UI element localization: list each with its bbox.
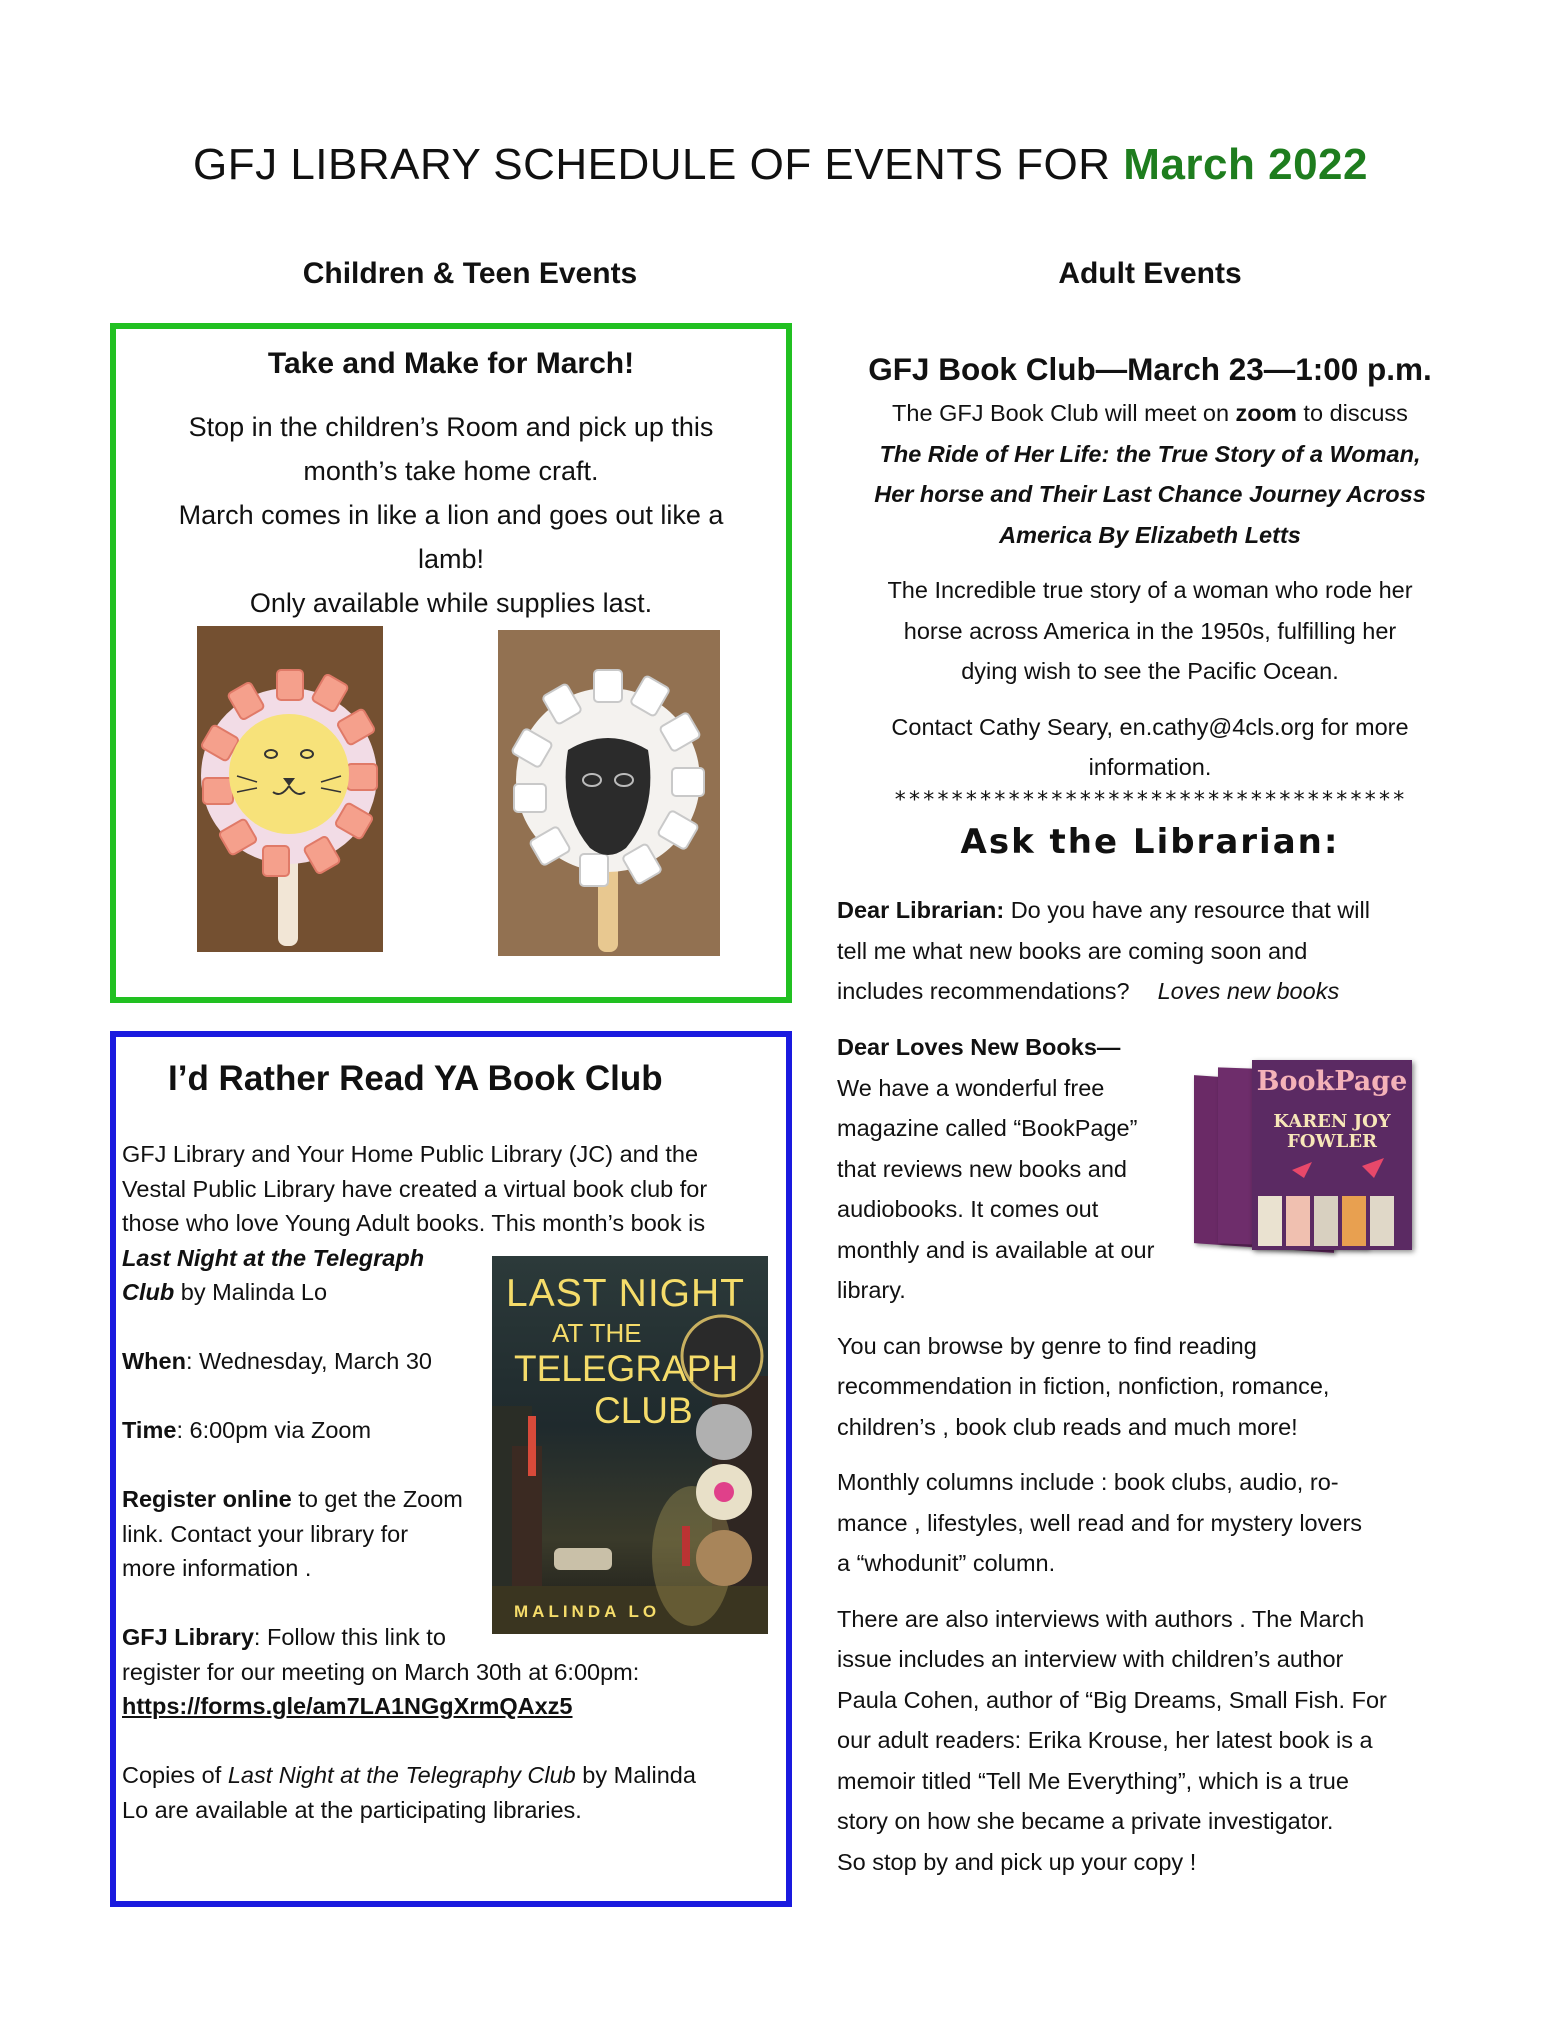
ya-copies-text: Lo are available at the participating libraries. [122, 1796, 582, 1823]
interview-text: story on how she became a private investigator. [837, 1808, 1334, 1834]
book-club-contact: information. [1088, 754, 1212, 780]
book-club-contact: Contact Cathy Seary, en.cathy@4cls.org for more [891, 713, 1409, 740]
book-club-text: to discuss [1296, 400, 1408, 426]
browse-text: recommendation in fiction, nonfiction, romance, [837, 1373, 1330, 1399]
columns-text: a “whodunit” column. [837, 1550, 1056, 1576]
book-club-description: The Incredible true story of a woman who rode her [887, 577, 1413, 603]
question-signature: Loves new books [1157, 978, 1340, 1004]
lamb-craft-image [498, 630, 720, 956]
answer-text: monthly and is available at our [837, 1236, 1155, 1263]
ya-intro-line: Vestal Public Library have created a virtual book club for [122, 1175, 708, 1202]
columns-text: mance , lifestyles, well read and for mystery lovers [837, 1509, 1363, 1536]
cover-title: LAST NIGHT [506, 1272, 745, 1315]
lion-craft-image [197, 626, 383, 952]
interview-text: There are also interviews with authors . The March [837, 1605, 1365, 1632]
ya-copies-title: Last Night at the Telegraphy Club [227, 1762, 576, 1788]
title-month: March 2022 [1123, 140, 1368, 189]
magazine-name: BookPage [1256, 1066, 1408, 1097]
ya-copies-text: by Malinda [575, 1762, 696, 1788]
ya-book-club-heading: I’d Rather Read YA Book Club [168, 1059, 663, 1098]
craft-line: month’s take home craft. [303, 456, 599, 486]
ya-register-text: to get the Zoom [291, 1486, 463, 1512]
ya-register-text: more information . [122, 1555, 312, 1581]
cover-author: MALINDA LO [514, 1602, 661, 1621]
browse-text: You can browse by genre to find reading [837, 1332, 1257, 1359]
question-label: Dear Librarian: [837, 897, 1005, 923]
book-club-zoom: zoom [1235, 400, 1297, 426]
ask-librarian-question [837, 890, 1477, 1012]
magazine-author: KAREN JOY FOWLER [1273, 1111, 1391, 1152]
ya-time-label: Time [122, 1417, 177, 1443]
ya-book-title: Last Night at the Telegraph [122, 1244, 425, 1271]
columns-text: Monthly columns include : book clubs, audio, ro- [837, 1469, 1339, 1495]
answer-text: We have a wonderful free [837, 1074, 1105, 1101]
book-club-book: America By Elizabeth Letts [999, 521, 1301, 548]
ya-book-club-box [110, 1031, 792, 1907]
left-column-heading: Children & Teen Events [302, 257, 638, 290]
craft-line: lamb! [417, 544, 485, 574]
ya-when-label: When [122, 1348, 186, 1374]
browse-text: children’s , book club reads and much more! [837, 1413, 1298, 1440]
ya-book-title-end: Club [122, 1279, 175, 1305]
question-text: Do you have any resource that will [1004, 897, 1370, 923]
ya-register-text: link. Contact your library for [122, 1520, 409, 1547]
section-separator: ************************************ [893, 788, 1407, 813]
book-club-book: Her horse and Their Last Chance Journey Across [874, 481, 1426, 507]
right-column-heading: Adult Events [1058, 257, 1242, 290]
interview-text: Paula Cohen, author of “Big Dreams, Small Fish. For [837, 1686, 1387, 1713]
interview-text: issue includes an interview with children’s author [837, 1646, 1344, 1672]
answer-text: library. [837, 1277, 906, 1303]
cover-title: CLUB [594, 1390, 693, 1431]
book-club-description: horse across America in the 1950s, fulfilling her [903, 617, 1397, 644]
answer-label: Dear Loves New Books— [837, 1034, 1121, 1060]
title-prefix: GFJ LIBRARY SCHEDULE OF EVENTS FOR [193, 140, 1124, 189]
bookpage-magazine-image [1194, 1058, 1412, 1254]
ya-registration-link[interactable]: https://forms.gle/am7LA1NGgXrmQAxz5 [122, 1693, 573, 1719]
craft-line: March comes in like a lion and goes out like a [178, 500, 724, 530]
book-club-details [830, 393, 1470, 788]
ya-register-label: Register online [122, 1486, 292, 1512]
page-title [0, 140, 1561, 190]
ya-gfj-text: register for our meeting on March 30th at 6:00pm: [122, 1658, 640, 1685]
book-club-heading: GFJ Book Club—March 23—1:00 p.m. [868, 351, 1432, 387]
question-text: includes recommendations? [837, 978, 1130, 1004]
cover-title: TELEGRAPH [514, 1348, 739, 1389]
craft-line: Stop in the children’s Room and pick up this [188, 412, 714, 442]
book-club-description: dying wish to see the Pacific Ocean. [961, 658, 1339, 684]
ya-intro-line: GFJ Library and Your Home Public Library (JC) and the [122, 1141, 699, 1167]
ya-time-value: : 6:00pm via Zoom [176, 1417, 372, 1443]
take-and-make-text [116, 405, 786, 625]
craft-line: Only available while supplies last. [249, 588, 653, 618]
book-club-book: The Ride of Her Life: the True Story of a Woman, [879, 440, 1421, 467]
interview-text: our adult readers: Erika Krouse, her latest book is a [837, 1727, 1373, 1753]
ya-gfj-label: GFJ Library [122, 1624, 254, 1650]
ya-copies-text: Copies of [122, 1762, 228, 1788]
ya-book-author: by Malinda Lo [174, 1279, 328, 1305]
ask-librarian-heading: Ask the Librarian: [960, 822, 1340, 862]
answer-text: audiobooks. It comes out [837, 1196, 1099, 1222]
interview-text: So stop by and pick up your copy ! [837, 1848, 1197, 1875]
book-club-text: The GFJ Book Club will meet on [892, 400, 1236, 426]
question-text: tell me what new books are coming soon and [837, 937, 1308, 964]
interview-text: memoir titled “Tell Me Everything”, which is a true [837, 1767, 1349, 1794]
ya-when-value: : Wednesday, March 30 [185, 1348, 432, 1374]
book-cover-image [492, 1256, 768, 1634]
answer-text: that reviews new books and [837, 1155, 1127, 1182]
cover-title: AT THE [552, 1318, 642, 1348]
ya-intro-line: those who love Young Adult books. This month’s book is [122, 1210, 706, 1236]
answer-text: magazine called “BookPage” [837, 1115, 1138, 1141]
ya-gfj-text: : Follow this link to [253, 1624, 446, 1650]
take-and-make-heading: Take and Make for March! [267, 347, 635, 380]
take-and-make-box [110, 323, 792, 1003]
